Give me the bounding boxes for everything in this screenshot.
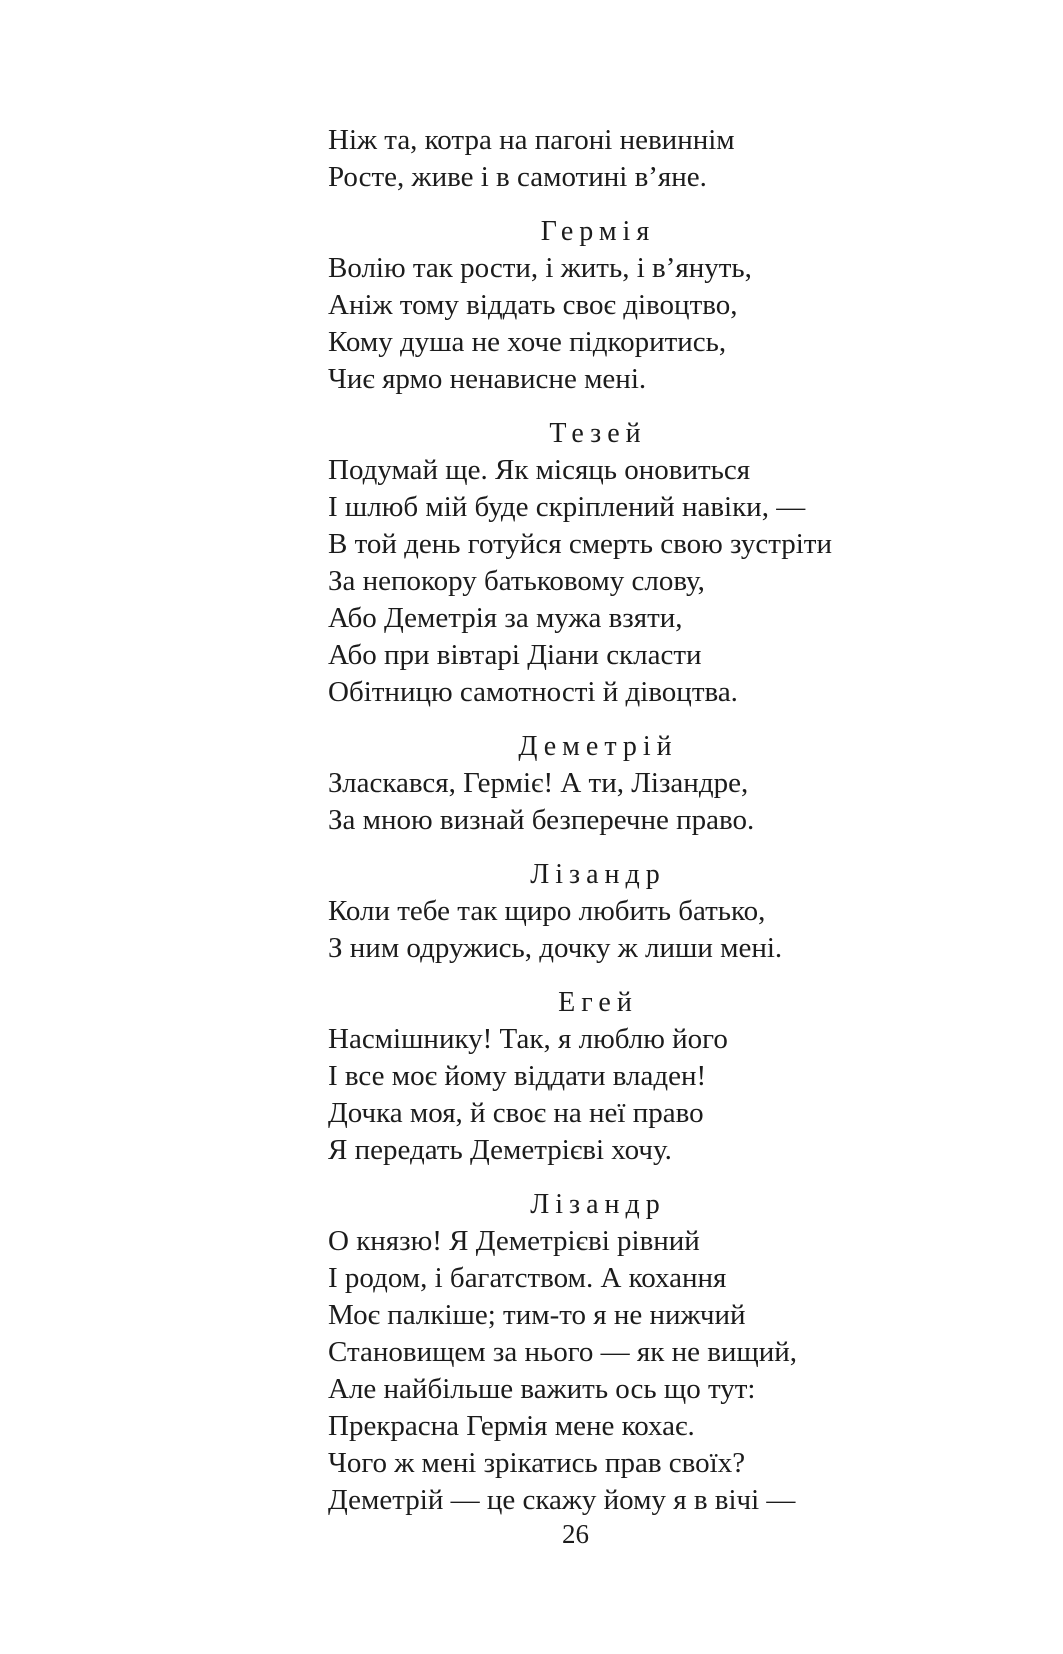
speaker-name: Гермія — [540, 216, 656, 247]
verse-line: Прекрасна Гермія мене кохає. — [328, 1410, 695, 1442]
verse-line: Я передать Деметрієві хочу. — [328, 1134, 672, 1166]
stanza-gap — [328, 967, 888, 984]
verse-line: Дочка моя, й своє на неї право — [328, 1097, 704, 1129]
speaker-name: Егей — [558, 987, 638, 1018]
verse-line: В той день готуйся смерть свою зустріти — [328, 528, 832, 560]
speaker-name: Деметрій — [518, 731, 678, 762]
stanza-gap — [328, 839, 888, 856]
verse-line: Чого ж мені зрікатись прав своїх? — [328, 1447, 746, 1479]
verse-line: Моє палкіше; тим-то я не нижчий — [328, 1299, 746, 1331]
verse-line: З ним одружись, дочку ж лиши мені. — [328, 932, 783, 964]
verse-line: Аніж тому віддать своє дівоцтво, — [328, 289, 738, 321]
verse-line: Деметрій — це скажу йому я в вічі — — [328, 1484, 796, 1516]
verse-line: О князю! Я Деметрієві рівний — [328, 1225, 700, 1257]
verse-line: Але найбільше важить ось що тут: — [328, 1373, 756, 1405]
verse-line: Коли тебе так щиро любить батько, — [328, 895, 766, 927]
stanza-gap — [328, 711, 888, 728]
stanza-gap — [328, 196, 888, 213]
verse-line: Або при вівтарі Діани скласти — [328, 639, 702, 671]
page-number: 26 — [562, 1519, 589, 1549]
verse-line: Зласкався, Герміє! А ти, Лізандре, — [328, 767, 749, 799]
verse-line: І шлюб мій буде скріплений навіки, — — [328, 491, 806, 523]
verse-line: Або Деметрія за мужа взяти, — [328, 602, 683, 634]
verse-line: Кому душа не хоче підкоритись, — [328, 326, 727, 358]
play-text — [328, 122, 888, 1519]
speaker-name: Лізандр — [530, 1189, 666, 1220]
verse-line: І все моє йому віддати владен! — [328, 1060, 707, 1092]
speaker-name: Тезей — [549, 418, 647, 449]
verse-line: За непокору батьковому слову, — [328, 565, 705, 597]
stanza-gap — [328, 1169, 888, 1186]
speaker-name: Лізандр — [530, 859, 666, 890]
verse-line: Ніж та, котра на пагоні невиннім — [328, 124, 735, 156]
verse-line: Чиє ярмо ненависне мені. — [328, 363, 647, 395]
verse-line: Росте, живе і в самотині в’яне. — [328, 161, 707, 193]
verse-line: Становищем за нього — як не вищий, — [328, 1336, 798, 1368]
verse-line: І родом, і багатством. А кохання — [328, 1262, 727, 1294]
stanza-gap — [328, 398, 888, 415]
verse-line: Насмішнику! Так, я люблю його — [328, 1023, 728, 1055]
verse-line: За мною визнай безперечне право. — [328, 804, 755, 836]
verse-line: Обітницю самотності й дівоцтва. — [328, 676, 738, 708]
verse-line: Подумай ще. Як місяць оновиться — [328, 454, 751, 486]
verse-line: Волію так рости, і жить, і в’януть, — [328, 252, 752, 284]
